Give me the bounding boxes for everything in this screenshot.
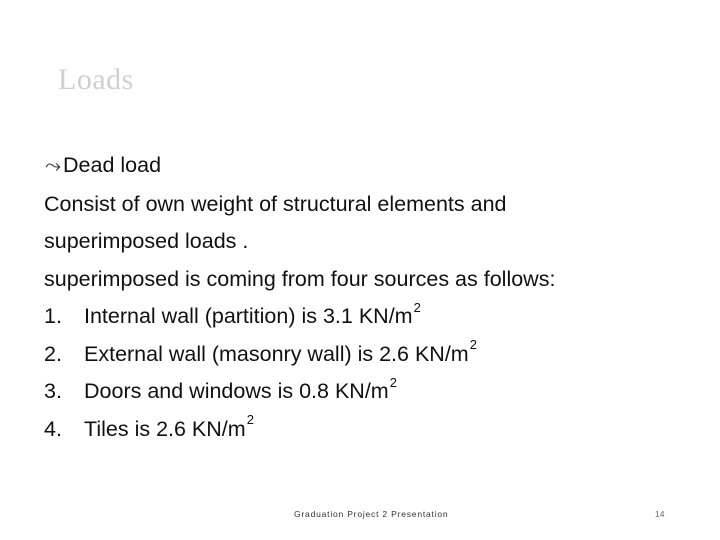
slide-title: Loads (58, 63, 134, 96)
curled-arrow-bullet-icon: ⤳ (45, 155, 61, 177)
superscript: 2 (246, 412, 254, 428)
list-number: 1. (44, 304, 62, 328)
list-text: Tiles is 2.6 $KN/m^2$ (84, 412, 254, 441)
paragraph-line-1: Consist of own weight of structural elements and (44, 191, 507, 216)
list-item-4 (44, 411, 694, 449)
list-text: External wall (masonry wall) is 2.6 $KN/m^2$ (84, 337, 477, 366)
list-item-1 (44, 298, 694, 336)
list-number: 3. (44, 379, 62, 403)
list-number: 2. (44, 341, 62, 366)
bullet-text: Dead load (63, 153, 162, 177)
list-text: Doors and windows is 0.8 $KN/m^2$ (84, 374, 397, 403)
slide-body (44, 147, 694, 448)
bullet-dead-load (44, 147, 694, 186)
superscript: 2 (389, 374, 397, 390)
paragraph-line-3: superimposed is coming from four sources as follows: (44, 266, 556, 291)
paragraph-line-2: superimposed loads . (44, 229, 249, 253)
superscript: 2 (469, 337, 477, 353)
list-item-2 (44, 336, 694, 374)
list-number: 4. (44, 416, 62, 441)
list-item-3 (44, 373, 694, 411)
footer-page-number: 14 (655, 509, 665, 519)
footer-presentation-title: Graduation Project 2 Presentation (294, 509, 449, 519)
superscript: 2 (413, 299, 421, 315)
list-text: Internal wall (partition) is 3.1 $KN/m^2$ (84, 299, 421, 328)
